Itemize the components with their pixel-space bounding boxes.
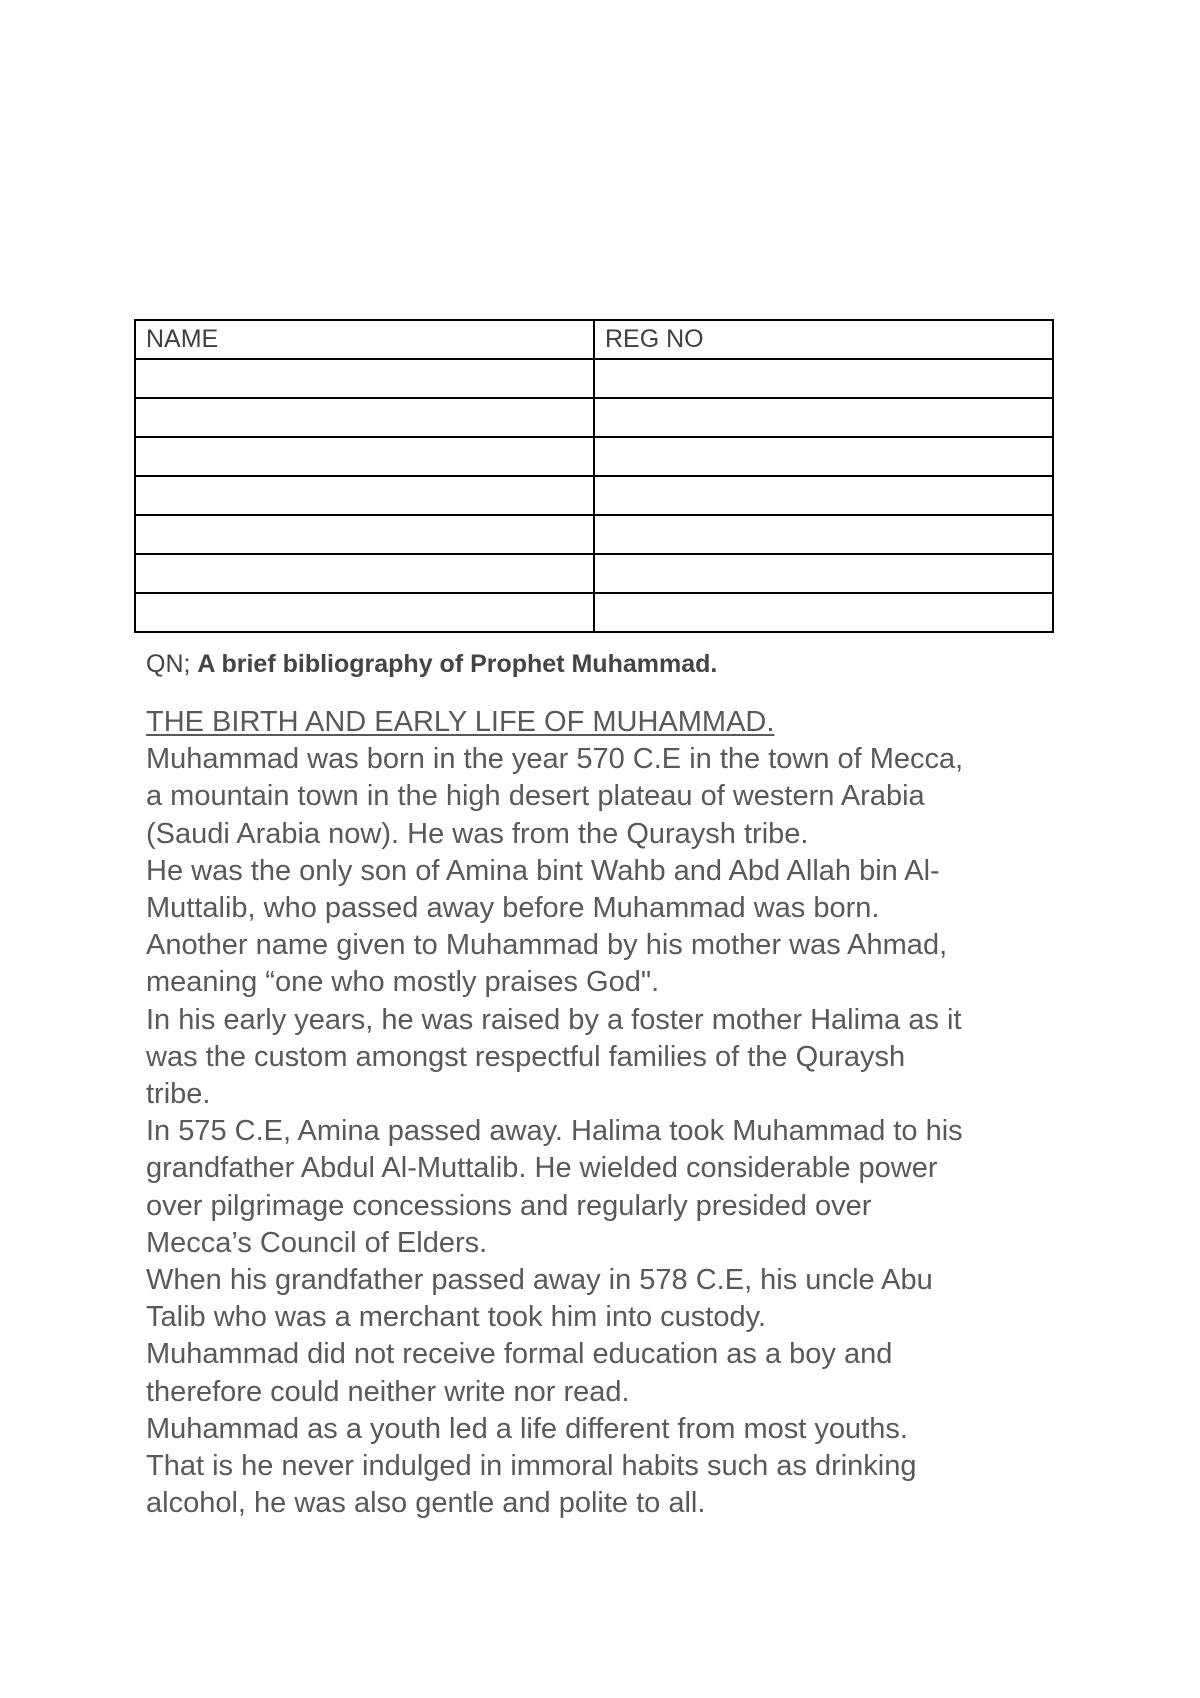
section-heading: THE BIRTH AND EARLY LIFE OF MUHAMMAD. — [146, 706, 775, 738]
name-cell[interactable] — [135, 476, 594, 515]
table-row — [135, 593, 1053, 632]
name-cell[interactable] — [135, 359, 594, 398]
question-line — [146, 650, 1066, 679]
table-row — [135, 398, 1053, 437]
essay-line: When his grandfather passed away in 578 C.E, his uncle Abu — [146, 1264, 933, 1297]
table-row — [135, 476, 1053, 515]
reg-no-cell[interactable] — [594, 437, 1053, 476]
essay-line: over pilgrimage concessions and regularly presided over — [146, 1189, 872, 1222]
essay-line: Muhammad did not receive formal education as a boy and — [146, 1338, 893, 1371]
reg-no-cell[interactable] — [594, 515, 1053, 554]
reg-no-cell[interactable] — [594, 554, 1053, 593]
reg-no-cell[interactable] — [594, 593, 1053, 632]
table-row — [135, 437, 1053, 476]
essay-line: Another name given to Muhammad by his mother was Ahmad, — [146, 929, 948, 962]
table-row — [135, 554, 1053, 593]
essay-line: (Saudi Arabia now). He was from the Quraysh tribe. — [146, 817, 809, 850]
essay-line: was the custom amongst respectful families of the Quraysh — [146, 1040, 906, 1073]
essay-line: Muttalib, who passed away before Muhammad was born. — [146, 892, 880, 925]
essay-line: That is he never indulged in immoral habits such as drinking — [146, 1450, 917, 1483]
name-column-header: NAME — [135, 320, 594, 359]
reg-no-column-header: REG NO — [594, 320, 1053, 359]
essay-line: In his early years, he was raised by a foster mother Halima as it — [146, 1003, 962, 1036]
name-cell[interactable] — [135, 398, 594, 437]
essay-line: tribe. — [146, 1078, 211, 1111]
essay-line: He was the only son of Amina bint Wahb and Abd Allah bin Al- — [146, 854, 940, 887]
essay-line: Muhammad as a youth led a life different from most youths. — [146, 1412, 908, 1445]
reg-no-cell[interactable] — [594, 359, 1053, 398]
essay-line: Mecca’s Council of Elders. — [146, 1226, 488, 1259]
essay-line: In 575 C.E, Amina passed away. Halima took Muhammad to his — [146, 1115, 963, 1148]
reg-no-cell[interactable] — [594, 398, 1053, 437]
essay-line: meaning “one who mostly praises God". — [146, 966, 660, 999]
reg-no-cell[interactable] — [594, 476, 1053, 515]
name-cell[interactable] — [135, 554, 594, 593]
name-cell[interactable] — [135, 437, 594, 476]
essay-line: Talib who was a merchant took him into custody. — [146, 1301, 767, 1334]
essay-line: grandfather Abdul Al-Muttalib. He wielded considerable power — [146, 1152, 938, 1185]
essay-body — [146, 704, 1086, 1522]
question-prefix: QN; — [146, 650, 198, 678]
essay-line: a mountain town in the high desert plateau of western Arabia — [146, 780, 925, 813]
name-cell[interactable] — [135, 593, 594, 632]
student-info-table — [134, 319, 1054, 633]
name-cell[interactable] — [135, 515, 594, 554]
table-header-row — [135, 320, 1053, 359]
table-row — [135, 359, 1053, 398]
essay-line: therefore could neither write nor read. — [146, 1375, 630, 1408]
question-title: A brief bibliography of Prophet Muhammad. — [197, 650, 718, 678]
essay-line: Muhammad was born in the year 570 C.E in the town of Mecca, — [146, 743, 964, 776]
table-row — [135, 515, 1053, 554]
essay-line: alcohol, he was also gentle and polite to all. — [146, 1487, 706, 1520]
